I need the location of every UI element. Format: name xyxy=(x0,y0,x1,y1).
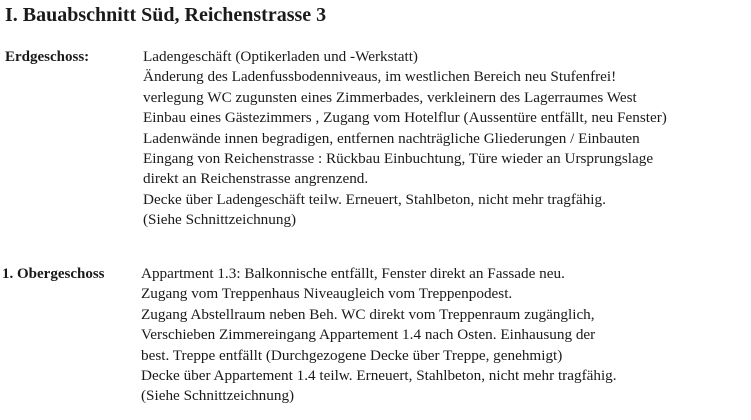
text-line: (Siehe Schnittzeichnung) xyxy=(143,211,297,229)
section-label-erdgeschoss: Erdgeschoss: xyxy=(5,49,90,65)
text-line: verlegung WC zugunsten eines Zimmerbades, verkleinern des Lagerraumes West xyxy=(143,88,637,106)
text-line: direkt an Reichenstrasse angrenzend. xyxy=(143,170,369,188)
text-line: Ladenwände innen begradigen, entfernen nachträgliche Gliederungen / Einbauten xyxy=(143,129,640,147)
text-line: Ladengeschäft (Optikerladen und -Werkstatt) xyxy=(143,48,418,65)
text-line: Zugang vom Treppenhaus Niveaugleich vom Treppenpodest. xyxy=(141,285,513,303)
text-line: Decke über Appartement 1.4 teilw. Erneuert, Stahlbeton, nicht mehr tragfähig. xyxy=(141,366,617,384)
text-line: Änderung des Ladenfussbodenniveaus, im westlichen Bereich neu Stufenfrei! xyxy=(143,68,617,86)
text-line: Einbau eines Gästezimmers , Zugang vom Hotelflur (Aussentüre entfällt, neu Fenster) xyxy=(143,109,667,127)
text-line: Eingang von Reichenstrasse : Rückbau Einbuchtung, Türe wieder an Ursprungslage xyxy=(143,149,654,167)
section-body-erdgeschoss xyxy=(143,47,667,231)
document-title: I. Bauabschnitt Süd, Reichenstrasse 3 xyxy=(5,4,327,26)
text-line: Appartment 1.3: Balkonnische entfällt, Fenster direkt an Fassade neu. xyxy=(141,265,565,282)
text-line: Zugang Abstellraum neben Beh. WC direkt vom Treppenraum zugänglich, xyxy=(141,305,595,323)
section-body-obergeschoss xyxy=(141,264,617,407)
text-line: Decke über Ladengeschäft teilw. Erneuert, Stahlbeton, nicht mehr tragfähig. xyxy=(143,190,606,208)
section-label-obergeschoss: 1. Obergeschoss xyxy=(2,266,105,282)
text-line: (Siehe Schnittzeichnung) xyxy=(141,387,295,405)
text-line: Verschieben Zimmereingang Appartement 1.4 nach Osten. Einhausung der xyxy=(141,326,596,344)
text-line: best. Treppe entfällt (Durchgezogene Decke über Treppe, genehmigt) xyxy=(141,346,563,364)
